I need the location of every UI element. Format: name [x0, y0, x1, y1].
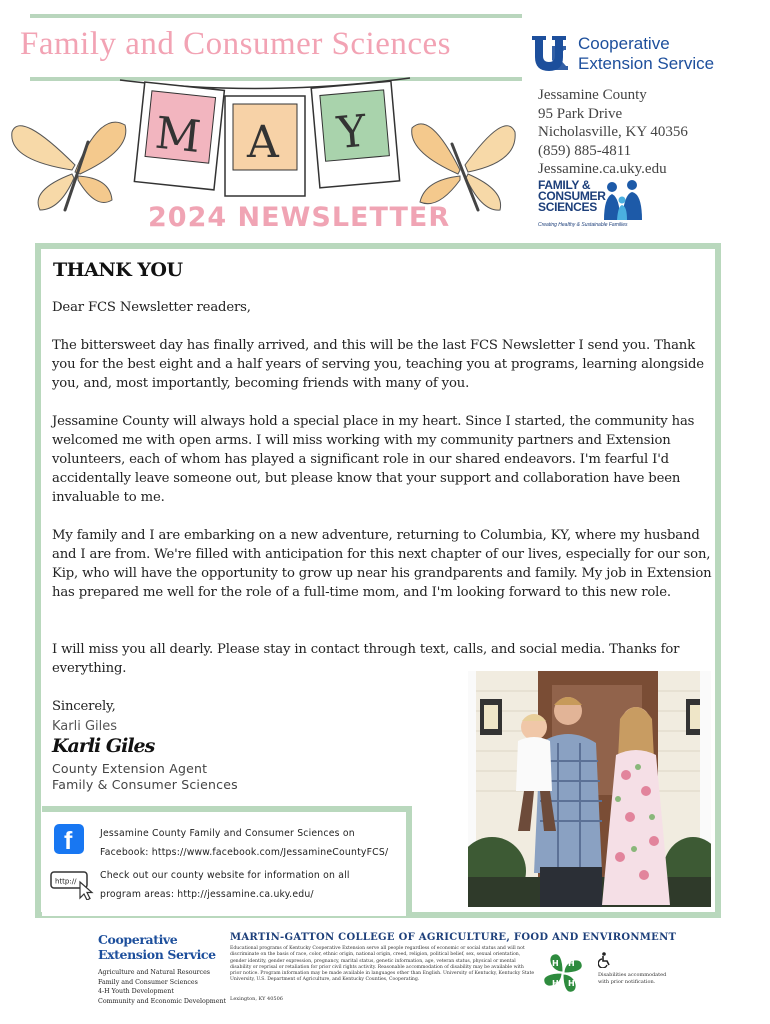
letter-paragraph-4: I will miss you all dearly. Please stay in contact through text, calls, and social media. Thanks for everything. [52, 642, 680, 676]
svg-text:H: H [552, 959, 559, 968]
accessibility-note: Disabilities accommodated with prior notification. [598, 972, 667, 985]
banner-letter-m: M [152, 107, 204, 164]
fcs-logo-line-3: SCIENCES [538, 200, 597, 214]
four-h-clover-icon [540, 950, 586, 996]
web-icon-text: http:// [55, 877, 77, 886]
coop-extension-logo-text [578, 34, 714, 74]
fcs-logo-line-2: CONSUMER [538, 189, 606, 203]
coop-line-2: Extension Service [578, 54, 715, 73]
signer-name: Karli Giles [52, 719, 118, 734]
footer-coop-line-2: Extension Service [98, 947, 216, 962]
letter-paragraph-1: The bittersweet day has finally arrived, and this will be the last FCS Newsletter I send you. Thank you for the best eight and a half years of serving you, teaching you at programs, learning alongside you, and, most importantly, becoming friends with many of you. [52, 338, 704, 391]
facebook-link[interactable]: Facebook: https://www.facebook.com/JessamineCountyFCS/ [100, 847, 389, 858]
footer-unit-3: 4-H Youth Development [98, 988, 174, 995]
fcs-logo-tagline: Creating Healthy & Sustainable Families [538, 222, 628, 228]
letter-greeting: Dear FCS Newsletter readers, [52, 300, 251, 315]
butterfly-right-icon [412, 124, 515, 210]
handwritten-signature: Karli Giles [52, 735, 155, 757]
signature-block [52, 697, 238, 793]
footer-program-units [98, 968, 226, 1006]
footer-legal-notice: Educational programs of Kentucky Cooperative Extension serve all people regardless of economic or social status and will not discriminate on the basis of race, color, ethnic origin, national origin, creed, religion, political belief, sex, sexual orientation, gender identity, gender expression, pregnancy, marital status, genetic information, age, veteran status, physical or mental disability or reprisal or retaliation for prior civil rights activity. Reasonable accommodation of disability may be available with prior notice. Program information may be made available in languages other than English. University of Kentucky, Kentucky State University, U.S. Department of Agriculture, and Kentucky Counties, Cooperating. [230, 946, 535, 983]
family-figures-icon [600, 180, 646, 220]
website-line-1: Check out our county website for information on all [100, 870, 350, 881]
svg-text:H: H [568, 979, 575, 988]
footer-coop-line-1: Cooperative [98, 932, 178, 947]
svg-text:H: H [552, 979, 559, 988]
header-top-rule [30, 14, 522, 18]
butterfly-left-icon [12, 122, 126, 210]
letter-paragraph-3: My family and I are embarking on a new adventure, returning to Columbia, KY, where my husband and I are from. We're filled with anticipation for this next chapter of our lives, especially for our son, Kip, who will have the opportunity to grow up near his grandparents and family. My job in Extension has prepared me well for the role of a full-time mom, and I'm looking forward to this new role. [52, 528, 712, 600]
coop-line-1: Cooperative [578, 34, 670, 53]
footer-unit-1: Agriculture and Natural Resources [98, 969, 211, 976]
address-county: Jessamine County [538, 87, 647, 103]
banner-letter-a: A [247, 117, 279, 168]
signer-title [52, 761, 238, 793]
facebook-line-1: Jessamine County Family and Consumer Sciences on [100, 828, 355, 839]
fcs-logo [538, 180, 648, 232]
address-city: Nicholasville, KY 40356 [538, 124, 688, 140]
letter-heading: THANK YOU [53, 259, 183, 281]
address-website: Jessamine.ca.uky.edu [538, 161, 667, 177]
signer-title-line-2: Family & Consumer Sciences [52, 777, 238, 792]
facebook-info [100, 824, 388, 862]
accessibility-icon [598, 952, 612, 968]
section-title: Family and Consumer Sciences [20, 26, 452, 62]
fcs-logo-line-1: FAMILY & [538, 178, 591, 192]
family-photo [468, 671, 711, 907]
newsletter-issue-label: 2024 NEWSLETTER [148, 202, 451, 233]
letter-paragraph-2: Jessamine County will always hold a special place in my heart. Since I started, the community has welcomed me with open arms. I will miss working with my community partners and Extension volunteers, each of whom has played a significant role in our shared endeavors. I'm fearful I'd accidentally leave someone out, but please know that your support and collaboration have been invaluable to me. [52, 414, 695, 505]
office-address [538, 86, 688, 179]
footer-lexington: Lexington, KY 40506 [230, 996, 283, 1002]
facebook-icon[interactable]: f [54, 824, 84, 854]
website-info [100, 866, 350, 904]
footer-coop-logo-text [98, 932, 216, 962]
uk-logo-icon [530, 34, 574, 74]
footer-college-name: MARTIN-GATTON COLLEGE OF AGRICULTURE, FOOD AND ENVIRONMENT [230, 932, 677, 943]
footer-unit-4: Community and Economic Development [98, 997, 227, 1005]
website-link[interactable]: program areas: http://jessamine.ca.uky.edu/ [100, 889, 314, 900]
footer-unit-2: Family and Consumer Sciences [98, 978, 198, 986]
letter-closing: Sincerely, [52, 699, 116, 714]
signer-title-line-1: County Extension Agent [52, 761, 208, 776]
address-phone: (859) 885-4811 [538, 142, 632, 159]
address-street: 95 Park Drive [538, 105, 623, 122]
web-browser-icon [50, 870, 96, 900]
svg-text:H: H [568, 959, 575, 968]
banner-letter-y: Y [335, 105, 369, 160]
